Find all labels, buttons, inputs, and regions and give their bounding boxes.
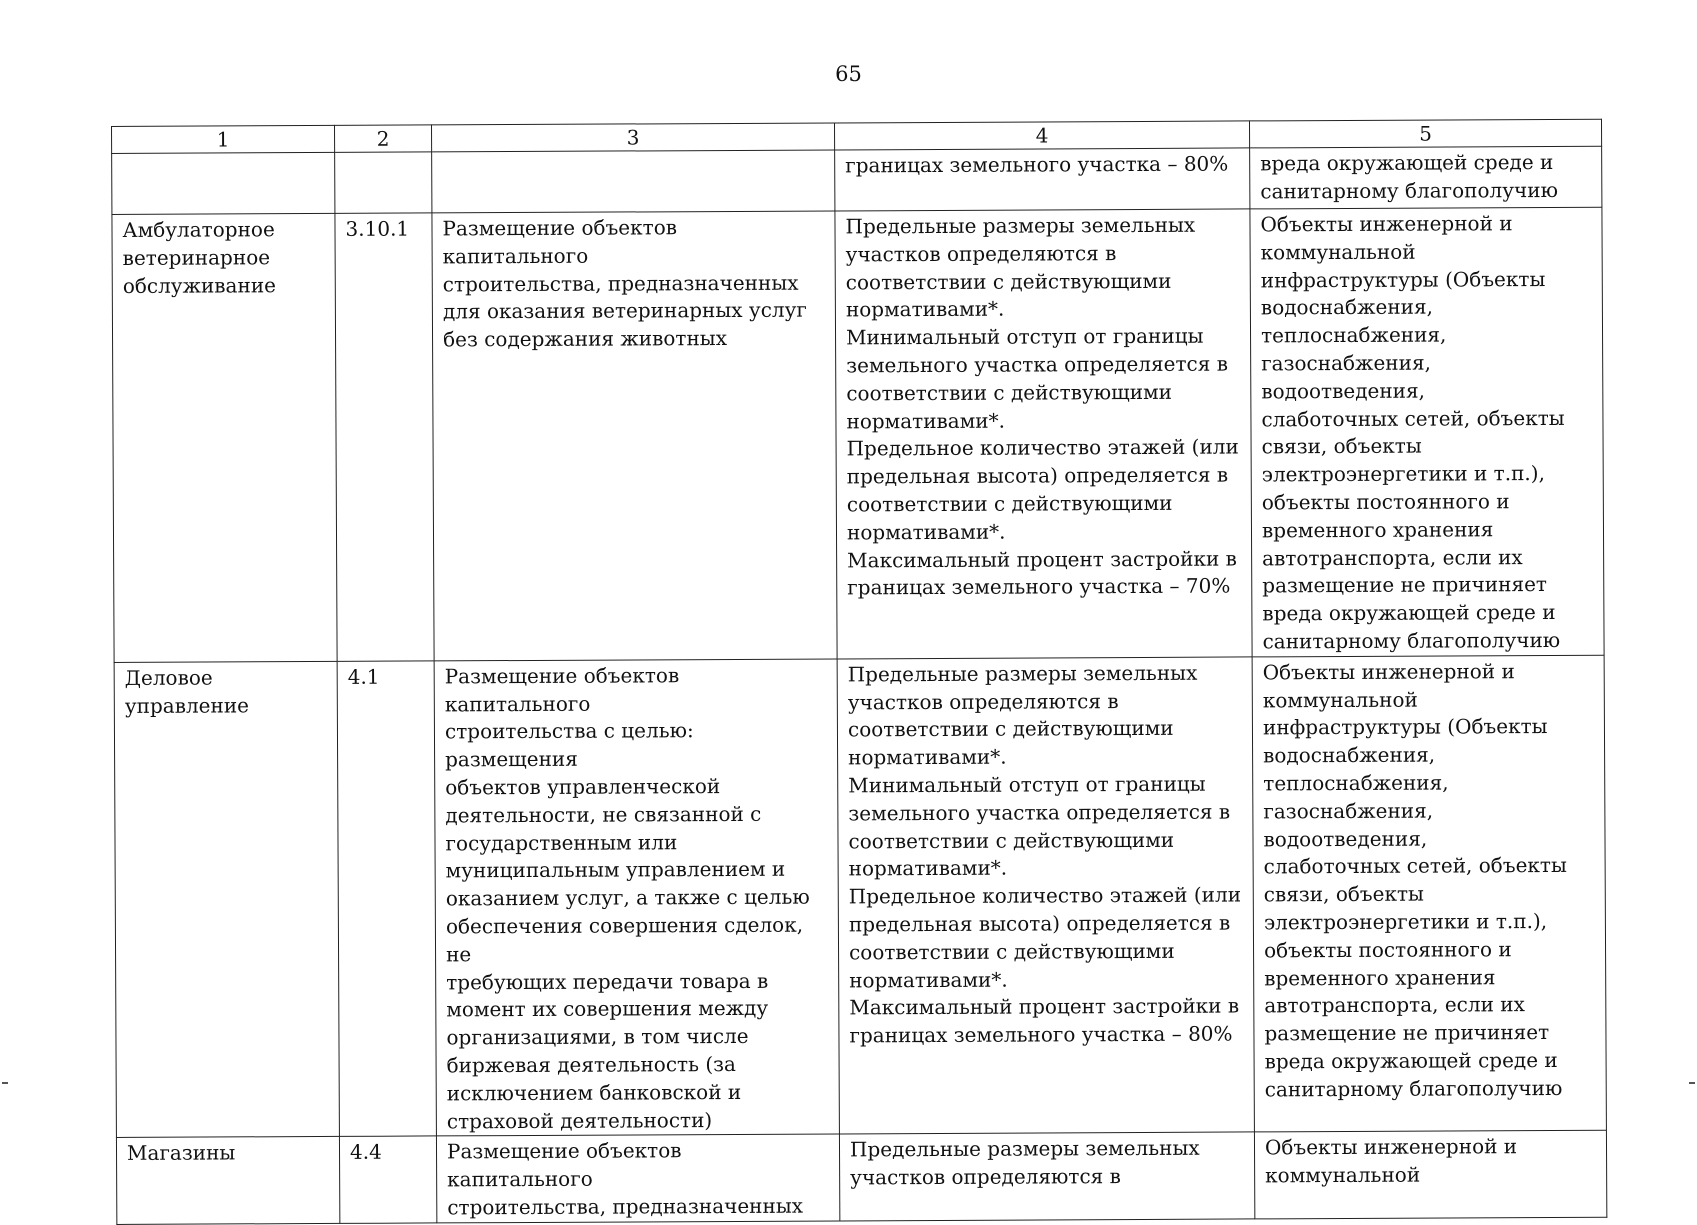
column-header: 5 — [1249, 119, 1601, 148]
restrictions-cell: Объекты инженерной и коммунальной инфраструктуры (Объекты водоснабжения, теплоснабжения, газоснабжения, водоотведения, слаботочных сетей, объекты связи, объекты электроэнергетики и т.п.), объекты постоянного и временного хранения автотранспорта, если их размещение не причиняет вреда окружающей среде и санитарному благополучию — [1252, 655, 1606, 1132]
use-description-cell: Размещение объектов капитального строительства, предназначенных — [436, 1134, 839, 1222]
use-description-cell — [432, 150, 835, 213]
column-header: 2 — [334, 125, 431, 152]
use-description-cell: Размещение объектов капитального строительства, предназначенных для оказания ветеринарных услуг без содержания животных — [432, 211, 837, 661]
table-row-veterinary — [112, 207, 1604, 662]
use-name-cell — [112, 152, 335, 214]
parameters-cell: Предельные размеры земельных участков определяются в — [839, 1132, 1254, 1220]
scan-edge-mark-left — [2, 1082, 8, 1084]
table-row-business — [114, 655, 1606, 1138]
restrictions-cell: Объекты инженерной и коммунальной инфраструктуры (Объекты водоснабжения, теплоснабжения, газоснабжения, водоотведения, слаботочных сетей, объекты связи, объекты электроэнергетики и т.п.), объекты постоянного и временного хранения автотранспорта, если их размещение не причиняет вреда окружающей среде и санитарному благополучию — [1250, 207, 1604, 656]
column-header: 1 — [112, 125, 335, 153]
use-name-cell: Магазины — [116, 1137, 339, 1224]
use-code-cell — [335, 152, 432, 213]
page-number: 65 — [835, 62, 862, 86]
scan-edge-mark-right — [1689, 1082, 1695, 1084]
use-code-cell: 4.4 — [339, 1136, 436, 1223]
use-description-cell: Размещение объектов капитального строительства с целью: размещения объектов управленческой деятельности, не связанной с государственным или муниципальным управлением и оказанием услуг, а также с целью обеспечения совершения сделок, не требующих передачи товара в момент их совершения между организациями, в том числе биржевая деятельность (за исключением банковской и страховой деятельности) — [434, 659, 839, 1137]
use-code-cell: 4.1 — [337, 661, 436, 1137]
column-header: 4 — [834, 121, 1249, 150]
zoning-regulations-table — [111, 119, 1607, 1225]
table-row-continuation — [112, 146, 1602, 214]
column-header: 3 — [431, 123, 834, 152]
table-row-shops — [116, 1131, 1606, 1225]
parameters-cell: Предельные размеры земельных участков определяются в соответствии с действующими нормативами*. Минимальный отступ от границы земельного участка определяется в соответствии с действующими нормативами*. Предельное количество этажей (или предельная высота) определяется в соответствии с действующими нормативами*. Максимальный процент застройки в границах земельного участка – 70% — [835, 209, 1252, 659]
use-code-cell: 3.10.1 — [335, 213, 434, 661]
use-name-cell: Деловое управление — [114, 661, 339, 1138]
parameters-cell: Предельные размеры земельных участков определяются в соответствии с действующими нормативами*. Минимальный отступ от границы земельного участка определяется в соответствии с действующими нормативами*. Предельное количество этажей (или предельная высота) определяется в соответствии с действующими нормативами*. Максимальный процент застройки в границах земельного участка – 80% — [837, 657, 1254, 1135]
restrictions-cell: вреда окружающей среде и санитарному благополучию — [1250, 146, 1602, 209]
restrictions-cell: Объекты инженерной и коммунальной — [1254, 1131, 1606, 1219]
use-name-cell: Амбулаторное ветеринарное обслуживание — [112, 213, 337, 662]
parameters-cell: границах земельного участка – 80% — [835, 148, 1250, 211]
